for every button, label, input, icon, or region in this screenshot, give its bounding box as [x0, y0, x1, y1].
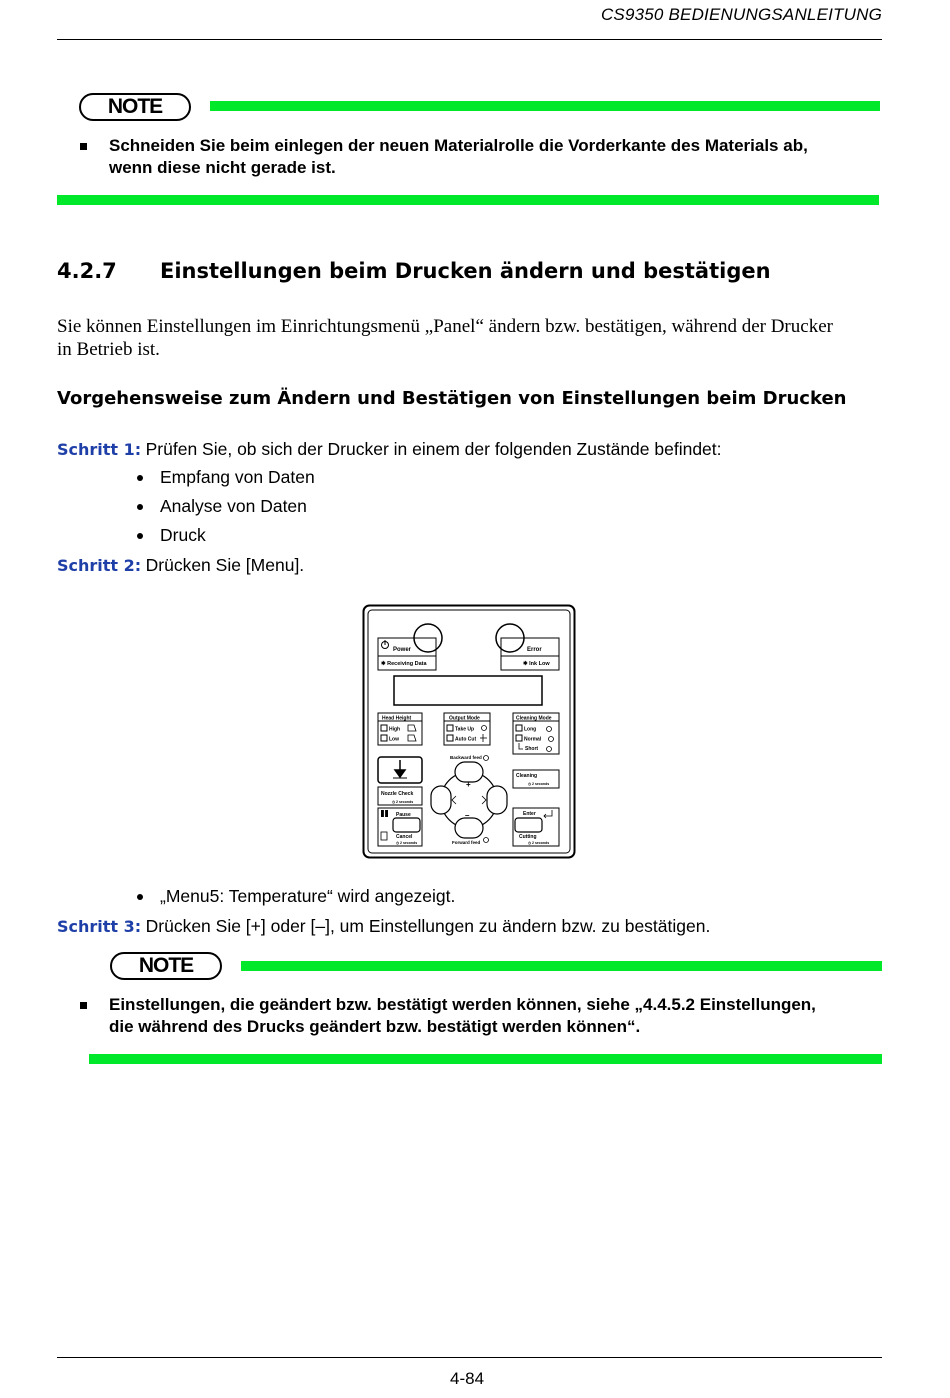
note-text-line: Schneiden Sie beim einlegen der neuen Materialrolle die Vorderkante des Materials ab, [109, 136, 808, 155]
step-text: Drücken Sie [Menu]. [145, 555, 305, 575]
list-item: Analyse von Daten [160, 496, 307, 516]
cutting-hold: ◷ 2 seconds [528, 841, 550, 845]
right-key [487, 786, 507, 814]
note-bullet-icon [80, 143, 87, 150]
head-height-label: Head Height [382, 715, 412, 722]
note-top-bar [241, 961, 882, 971]
cancel-hold: ◷ 2 seconds [396, 841, 418, 845]
cancel-label: Cancel [396, 834, 413, 840]
section-number: 4.2.7 [57, 259, 117, 283]
note-bullet-icon [80, 1002, 87, 1009]
low-label: Low [389, 736, 399, 743]
cutting-label: Cutting [519, 834, 537, 840]
header-rule [57, 39, 882, 40]
bullet-dot-icon [137, 475, 143, 481]
bullet-dot-icon [137, 894, 143, 900]
section-intro [57, 315, 897, 361]
page-number: 4-84 [450, 1369, 485, 1388]
list-item: „Menu5: Temperature“ wird angezeigt. [160, 886, 456, 906]
plus-key [455, 762, 483, 782]
normal-label: Normal [524, 736, 542, 743]
note-bottom-bar [57, 195, 879, 205]
list-item: Druck [160, 525, 206, 545]
note-text-line: wenn diese nicht gerade ist. [109, 158, 336, 177]
intro-line: Sie können Einstellungen im Einrichtungsmenü „Panel“ ändern bzw. bestätigen, während der Drucker [57, 316, 833, 337]
long-label: Long [524, 726, 537, 733]
enter-label: Enter [523, 811, 536, 817]
note-text-line: Einstellungen, die geändert bzw. bestätigt werden können, siehe „4.4.5.2 Einstellungen, [109, 995, 816, 1014]
short-label: Short [525, 746, 539, 752]
enter-button [515, 818, 542, 832]
note-top-bar [210, 101, 880, 111]
note-bottom-bar [89, 1054, 882, 1064]
left-key [431, 786, 451, 814]
step-text: Drücken Sie [+] oder [–], um Einstellungen zu ändern bzw. zu bestätigen. [145, 916, 711, 936]
plus-symbol: + [466, 780, 471, 789]
step-1 [57, 439, 722, 460]
step-2 [57, 555, 304, 576]
step-label: Schritt 2: [57, 556, 142, 575]
power-label: Power [393, 647, 412, 653]
cleaning-mode-label: Cleaning Mode [516, 715, 552, 722]
note-text-line: die während des Drucks geändert bzw. bestätigt werden können“. [109, 1017, 641, 1036]
nozzle-check-hold: ◷ 2 seconds [392, 800, 414, 804]
bullet-dot-icon [137, 504, 143, 510]
cleaning-hold: ◷ 2 seconds [528, 782, 550, 786]
step-label: Schritt 3: [57, 917, 142, 936]
nozzle-check-label: Nozzle Check [381, 791, 414, 797]
section-title: Einstellungen beim Drucken ändern und bestätigen [160, 259, 771, 283]
cleaning-label: Cleaning [516, 773, 538, 779]
minus-symbol: – [465, 811, 470, 820]
intro-line: in Betrieb ist. [57, 339, 160, 360]
pause-button [393, 818, 420, 832]
auto-cut-label: Auto Cut [455, 736, 477, 743]
note-text [109, 135, 889, 179]
lcd-display [394, 676, 542, 705]
pause-label: Pause [396, 812, 411, 818]
ink-low-label: ✱ Ink Low [523, 661, 550, 667]
high-label: High [389, 726, 401, 733]
forward-feed-label: Forward feed [452, 840, 481, 845]
note-text [109, 994, 909, 1038]
step-3 [57, 916, 710, 937]
output-mode-label: Output Mode [449, 715, 480, 722]
document-header-title: CS9350 BEDIENUNGSANLEITUNG [600, 5, 882, 24]
step-text: Prüfen Sie, ob sich der Drucker in einem der folgenden Zustände befindet: [145, 439, 722, 459]
step-label: Schritt 1: [57, 440, 142, 459]
bullet-dot-icon [137, 533, 143, 539]
note-badge: NOTE [110, 952, 222, 980]
error-label: Error [527, 647, 542, 653]
minus-key [455, 818, 483, 838]
footer-rule [57, 1357, 882, 1358]
receiving-data-label: ✱ Receiving Data [381, 661, 427, 667]
backward-feed-label: Backward feed [450, 755, 482, 760]
printer-control-panel-illustration [362, 604, 576, 860]
take-up-label: Take Up [455, 726, 475, 733]
note-badge: NOTE [79, 93, 191, 121]
procedure-title: Vorgehensweise zum Ändern und Bestätigen von Einstellungen beim Drucken [57, 388, 847, 409]
list-item: Empfang von Daten [160, 467, 315, 487]
